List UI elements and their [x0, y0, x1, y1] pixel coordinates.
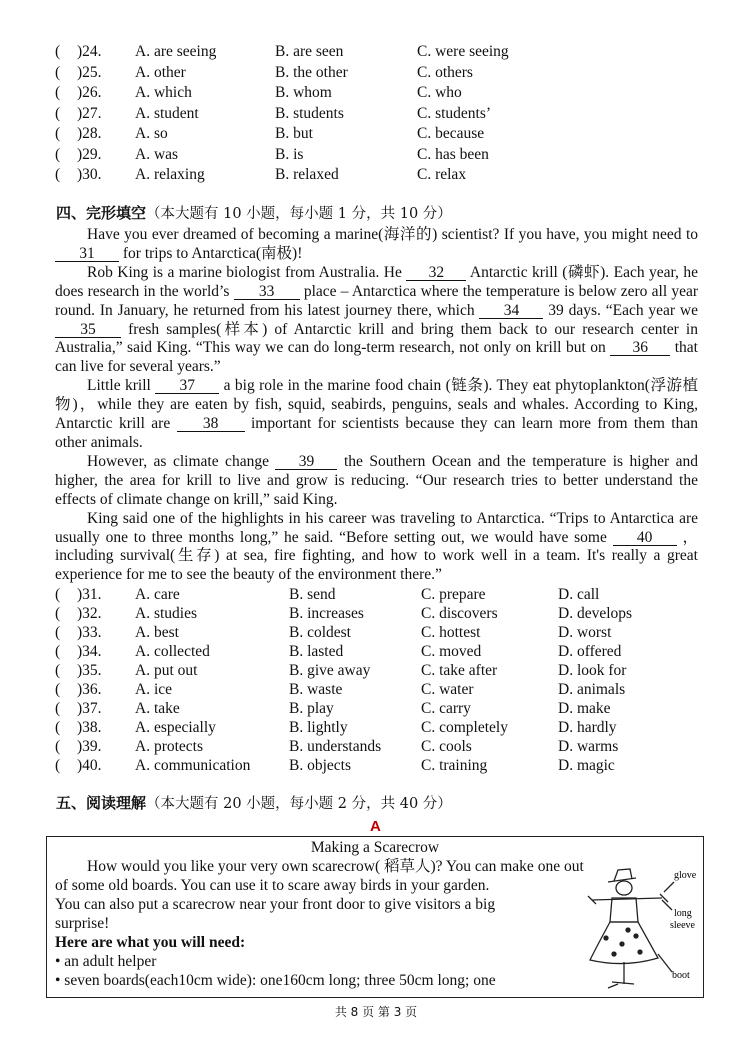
option-a[interactable]: A. other — [135, 63, 186, 81]
option-a[interactable]: A. put out — [135, 662, 198, 679]
option-a[interactable]: A. ice — [135, 681, 173, 698]
polka-dot — [620, 942, 624, 946]
option-c[interactable]: C. cools — [421, 738, 472, 755]
polka-dot — [638, 950, 642, 954]
question-number: )38. — [77, 719, 102, 736]
text: King said one of the highlights in his career was traveling to Antarctica. “Trips to Antarctica are usually one to three months long,” he said. “Before setting out, we would have some — [55, 509, 698, 546]
option-b[interactable]: B. give away — [289, 662, 371, 679]
text: place – Antarctica where the temperature is below zero all year round. In January, he returned from his latest journey there, which — [55, 282, 699, 319]
option-a[interactable]: A. best — [135, 624, 179, 641]
option-a[interactable]: A. protects — [135, 738, 204, 755]
text: that can live for several years.” — [55, 339, 698, 376]
option-d[interactable]: D. develops — [558, 605, 633, 622]
option-a[interactable]: A. are seeing — [135, 43, 217, 60]
option-row — [55, 104, 705, 124]
option-a[interactable]: A. studies — [135, 605, 197, 622]
question-number: )30. — [77, 166, 102, 183]
option-row — [55, 145, 705, 165]
text: a big role in the marine food chain (链条). They eat phytoplankton(浮游植物)，while they are eaten by fish, squid, seabirds, penguins, seals and whales. According to King, Antarctic krill are — [55, 377, 698, 433]
option-row — [55, 604, 715, 624]
glove-label: glove — [674, 870, 697, 881]
option-c[interactable]: C. were seeing — [417, 43, 509, 60]
polka-dot — [612, 952, 616, 956]
question-number: )29. — [77, 145, 102, 163]
option-a[interactable]: A. collected — [135, 643, 210, 660]
blank-31[interactable]: 31 — [55, 246, 119, 262]
answer-bracket[interactable]: ( — [55, 166, 61, 183]
option-row — [55, 756, 715, 776]
blank-33[interactable]: 33 — [234, 284, 300, 300]
text: ，including survival(生存) at sea, fire fighting, and how to work well in a team. It's really a great experience for me to see the beauty of the environment there.” — [55, 528, 698, 584]
polka-dot — [626, 928, 630, 932]
cloze-paragraph-1 — [55, 226, 698, 264]
option-d[interactable]: D. offered — [558, 643, 622, 660]
option-row — [55, 718, 715, 738]
option-b[interactable]: B. understands — [289, 738, 382, 755]
answer-bracket[interactable]: ( — [55, 662, 61, 679]
option-c[interactable]: C. prepare — [421, 586, 486, 603]
answer-bracket[interactable]: ( — [55, 586, 61, 603]
option-b[interactable]: B. relaxed — [275, 166, 339, 183]
question-number: )24. — [77, 43, 102, 60]
question-number: )39. — [77, 738, 102, 755]
option-c[interactable]: C. because — [417, 125, 485, 142]
option-b[interactable]: B. increases — [289, 605, 364, 622]
option-d[interactable]: D. magic — [558, 757, 615, 774]
question-number: )40. — [77, 757, 102, 774]
option-b[interactable]: B. is — [275, 145, 304, 163]
option-c[interactable]: C. completely — [421, 719, 508, 736]
option-c[interactable]: C. discovers — [421, 605, 498, 622]
option-c[interactable]: C. has been — [417, 145, 489, 163]
materials-heading: Here are what you will need: — [55, 934, 246, 951]
blank-32[interactable]: 32 — [406, 265, 466, 281]
option-a[interactable]: A. care — [135, 586, 180, 603]
option-b[interactable]: B. objects — [289, 757, 351, 774]
page-footer: 共 8 页 第 3 页 — [334, 1005, 418, 1019]
cloze-paragraph-4 — [55, 453, 698, 510]
option-row — [55, 83, 705, 103]
option-a[interactable]: A. communication — [135, 757, 251, 774]
option-b[interactable]: B. play — [289, 700, 334, 717]
question-number: )36. — [77, 681, 102, 698]
answer-bracket[interactable]: ( — [55, 681, 61, 698]
passage-line: surprise! — [55, 915, 110, 932]
option-c[interactable]: C. training — [421, 757, 488, 774]
text: Little krill — [87, 377, 156, 395]
text: Have you ever dreamed of becoming a marine(海洋的) scientist? If you have, you might need to — [87, 226, 698, 243]
ground-lines — [608, 982, 634, 988]
option-row — [55, 63, 705, 83]
section-4-title — [56, 202, 452, 224]
passage-label: A — [370, 818, 381, 835]
answer-bracket[interactable]: ( — [55, 738, 61, 755]
text: fresh samples(样本) of Antarctic krill and bring them back to our research center in Australia,” said King. “This way we can do long-term research, not only on krill but on — [55, 320, 698, 357]
text: the Southern Ocean and the temperature is higher and higher, the area for krill to live and grow is reducing. “Our research tries to better understand the effects of climate change on krill,” said King. — [55, 452, 698, 508]
option-b[interactable]: B. lightly — [289, 719, 348, 736]
option-b[interactable]: B. are seen — [275, 43, 344, 60]
answer-bracket[interactable]: ( — [55, 719, 61, 736]
materials-item: • an adult helper — [55, 953, 157, 970]
answer-bracket[interactable]: ( — [55, 757, 61, 774]
materials-item: • seven boards(each10cm wide): one160cm long; three 50cm long; one — [55, 972, 496, 989]
answer-bracket[interactable]: ( — [55, 624, 61, 641]
option-d[interactable]: D. call — [558, 586, 600, 603]
section-5-title — [56, 792, 452, 814]
text: Rob King is a marine biologist from Australia. He — [87, 263, 407, 281]
question-number: )34. — [77, 643, 102, 660]
passage-title: Making a Scarecrow — [310, 839, 440, 856]
option-d[interactable]: D. make — [558, 700, 611, 717]
scarecrow-illustration — [578, 864, 702, 994]
text: Antarctic krill (磷虾). Each year, he does research in the world’s — [55, 263, 699, 300]
question-number: )33. — [77, 624, 102, 641]
option-b[interactable]: B. but — [275, 125, 313, 142]
cloze-paragraph-3 — [55, 377, 698, 453]
scarecrow-drawing — [588, 869, 674, 988]
option-row — [55, 661, 715, 681]
text: However, as climate change — [87, 452, 276, 470]
passage-line: You can also put a scarecrow near your front door to give visitors a big — [55, 896, 496, 913]
option-c[interactable]: C. hottest — [421, 624, 481, 641]
section-5-instructions: （本大题有 20 小题，每小题 2 分，共 40 分） — [146, 796, 452, 812]
question-number: )35. — [77, 662, 102, 679]
section-4-instructions: （本大题有 10 小题，每小题 1 分，共 10 分） — [146, 206, 452, 222]
answer-bracket[interactable]: ( — [55, 43, 61, 60]
question-number: )32. — [77, 605, 102, 622]
polka-dot — [604, 936, 608, 940]
option-b[interactable]: B. lasted — [289, 643, 344, 660]
answer-bracket[interactable]: ( — [55, 104, 61, 122]
option-b[interactable]: B. send — [289, 586, 336, 603]
option-a[interactable]: A. student — [135, 104, 199, 122]
option-a[interactable]: A. so — [135, 125, 168, 142]
cloze-passage — [55, 226, 698, 585]
option-row — [55, 124, 705, 144]
cloze-paragraph-5 — [55, 510, 698, 586]
hat-shape — [608, 869, 636, 882]
option-b[interactable]: B. whom — [275, 84, 332, 101]
blank-36[interactable]: 36 — [610, 340, 670, 356]
option-row — [55, 737, 715, 757]
question-number: )28. — [77, 125, 102, 142]
option-row — [55, 699, 715, 719]
text: important for scientists because they can learn more from them than other animals. — [55, 415, 698, 451]
option-c[interactable]: C. moved — [421, 643, 482, 660]
answer-bracket[interactable]: ( — [55, 700, 61, 717]
option-a[interactable]: A. especially — [135, 719, 216, 736]
answer-bracket[interactable]: ( — [55, 145, 61, 163]
blank-35[interactable]: 35 — [55, 322, 121, 338]
option-b[interactable]: B. students — [275, 104, 344, 122]
option-a[interactable]: A. relaxing — [135, 166, 205, 183]
option-d[interactable]: D. animals — [558, 681, 626, 698]
option-c[interactable]: C. students’ — [417, 104, 492, 122]
passage-line: How would you like your very own scarecrow( 稻草人)? You can make one out — [87, 858, 584, 875]
option-c[interactable]: C. carry — [421, 700, 471, 717]
shirt-shape — [610, 898, 638, 922]
option-c[interactable]: C. water — [421, 681, 474, 698]
question-number: )26. — [77, 84, 102, 101]
blank-37[interactable]: 37 — [155, 378, 219, 394]
answer-bracket[interactable]: ( — [55, 125, 61, 142]
blank-34[interactable]: 34 — [479, 303, 543, 319]
option-row — [55, 642, 715, 662]
question-number: )31. — [77, 586, 102, 603]
section-5-heading: 五、阅读理解 — [56, 794, 147, 812]
option-row — [55, 680, 715, 700]
blank-38[interactable]: 38 — [177, 416, 245, 432]
section-4-heading: 四、完形填空 — [56, 204, 147, 222]
question-number: )27. — [77, 104, 102, 122]
blank-39[interactable]: 39 — [275, 454, 337, 470]
question-number: )37. — [77, 700, 102, 717]
option-row — [55, 42, 705, 62]
option-d[interactable]: D. look for — [558, 662, 627, 679]
option-c[interactable]: C. others — [417, 63, 473, 81]
passage-line: of some old boards. You can use it to scare away birds in your garden. — [55, 877, 490, 894]
answer-bracket[interactable]: ( — [55, 643, 61, 660]
cloze-paragraph-2 — [55, 264, 698, 377]
option-row — [55, 585, 715, 605]
option-c[interactable]: C. take after — [421, 662, 498, 679]
option-a[interactable]: A. take — [135, 700, 180, 717]
option-d[interactable]: D. hardly — [558, 719, 617, 736]
blank-40[interactable]: 40 — [613, 530, 677, 546]
option-d[interactable]: D. warms — [558, 738, 619, 755]
option-b[interactable]: B. the other — [275, 63, 348, 81]
text: 39 days. “Each year we — [543, 301, 699, 319]
question-number: )25. — [77, 63, 102, 81]
option-a[interactable]: A. was — [135, 145, 179, 163]
option-a[interactable]: A. which — [135, 84, 192, 101]
boot-label: boot — [672, 970, 690, 981]
option-c[interactable]: C. relax — [417, 166, 467, 183]
answer-bracket[interactable]: ( — [55, 63, 61, 81]
option-b[interactable]: B. waste — [289, 681, 343, 698]
option-c[interactable]: C. who — [417, 84, 462, 101]
option-row — [55, 165, 705, 185]
sleeve-label: sleeve — [670, 920, 695, 931]
long-label: long — [674, 908, 692, 919]
text: for trips to Antarctica(南极)! — [119, 244, 303, 262]
polka-dot — [634, 934, 638, 938]
option-b[interactable]: B. coldest — [289, 624, 351, 641]
answer-bracket[interactable]: ( — [55, 84, 61, 101]
option-row — [55, 623, 715, 643]
option-d[interactable]: D. worst — [558, 624, 612, 641]
head-shape — [616, 881, 632, 895]
answer-bracket[interactable]: ( — [55, 605, 61, 622]
